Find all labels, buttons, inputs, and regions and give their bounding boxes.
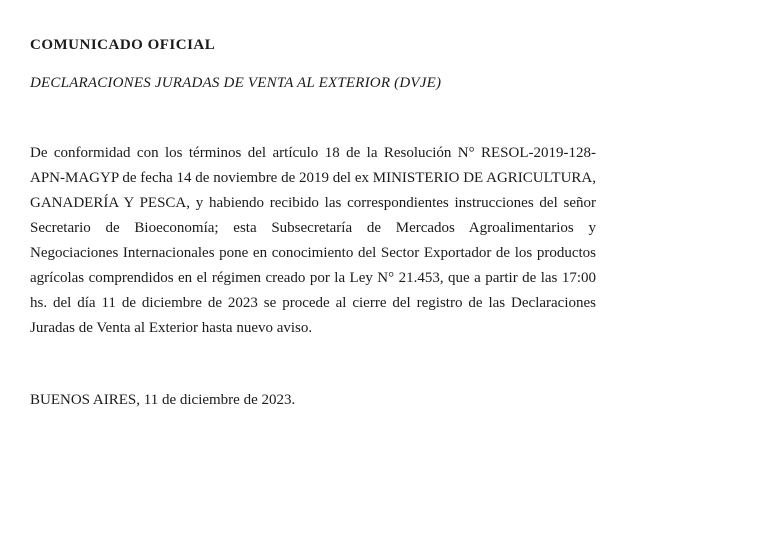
document-subtitle: DECLARACIONES JURADAS DE VENTA AL EXTERIOR (DVJE) xyxy=(30,75,442,91)
document-dateline: BUENOS AIRES, 11 de diciembre de 2023. xyxy=(30,392,296,408)
document-title: COMUNICADO OFICIAL xyxy=(30,37,216,53)
document-body-paragraph: De conformidad con los términos del artículo 18 de la Resolución N° RESOL-2019-128-APN-MAGYP de fecha 14 de noviembre de 2019 del ex MINISTERIO DE AGRICULTURA, GANADERÍA Y PESCA, y habiendo recibido las correspondientes instrucciones del señor Secretario de Bioeconomía; esta Subsecretaría de Mercados Agroalimentarios y Negociaciones Internacionales pone en conocimiento del Sector Exportador de los productos agrícolas comprendidos en el régimen creado por la Ley N° 21.453, que a partir de las 17:00 hs. del día 11 de diciembre de 2023 se procede al cierre del registro de las Declaraciones Juradas de Venta al Exterior hasta nuevo aviso. xyxy=(30,145,596,336)
